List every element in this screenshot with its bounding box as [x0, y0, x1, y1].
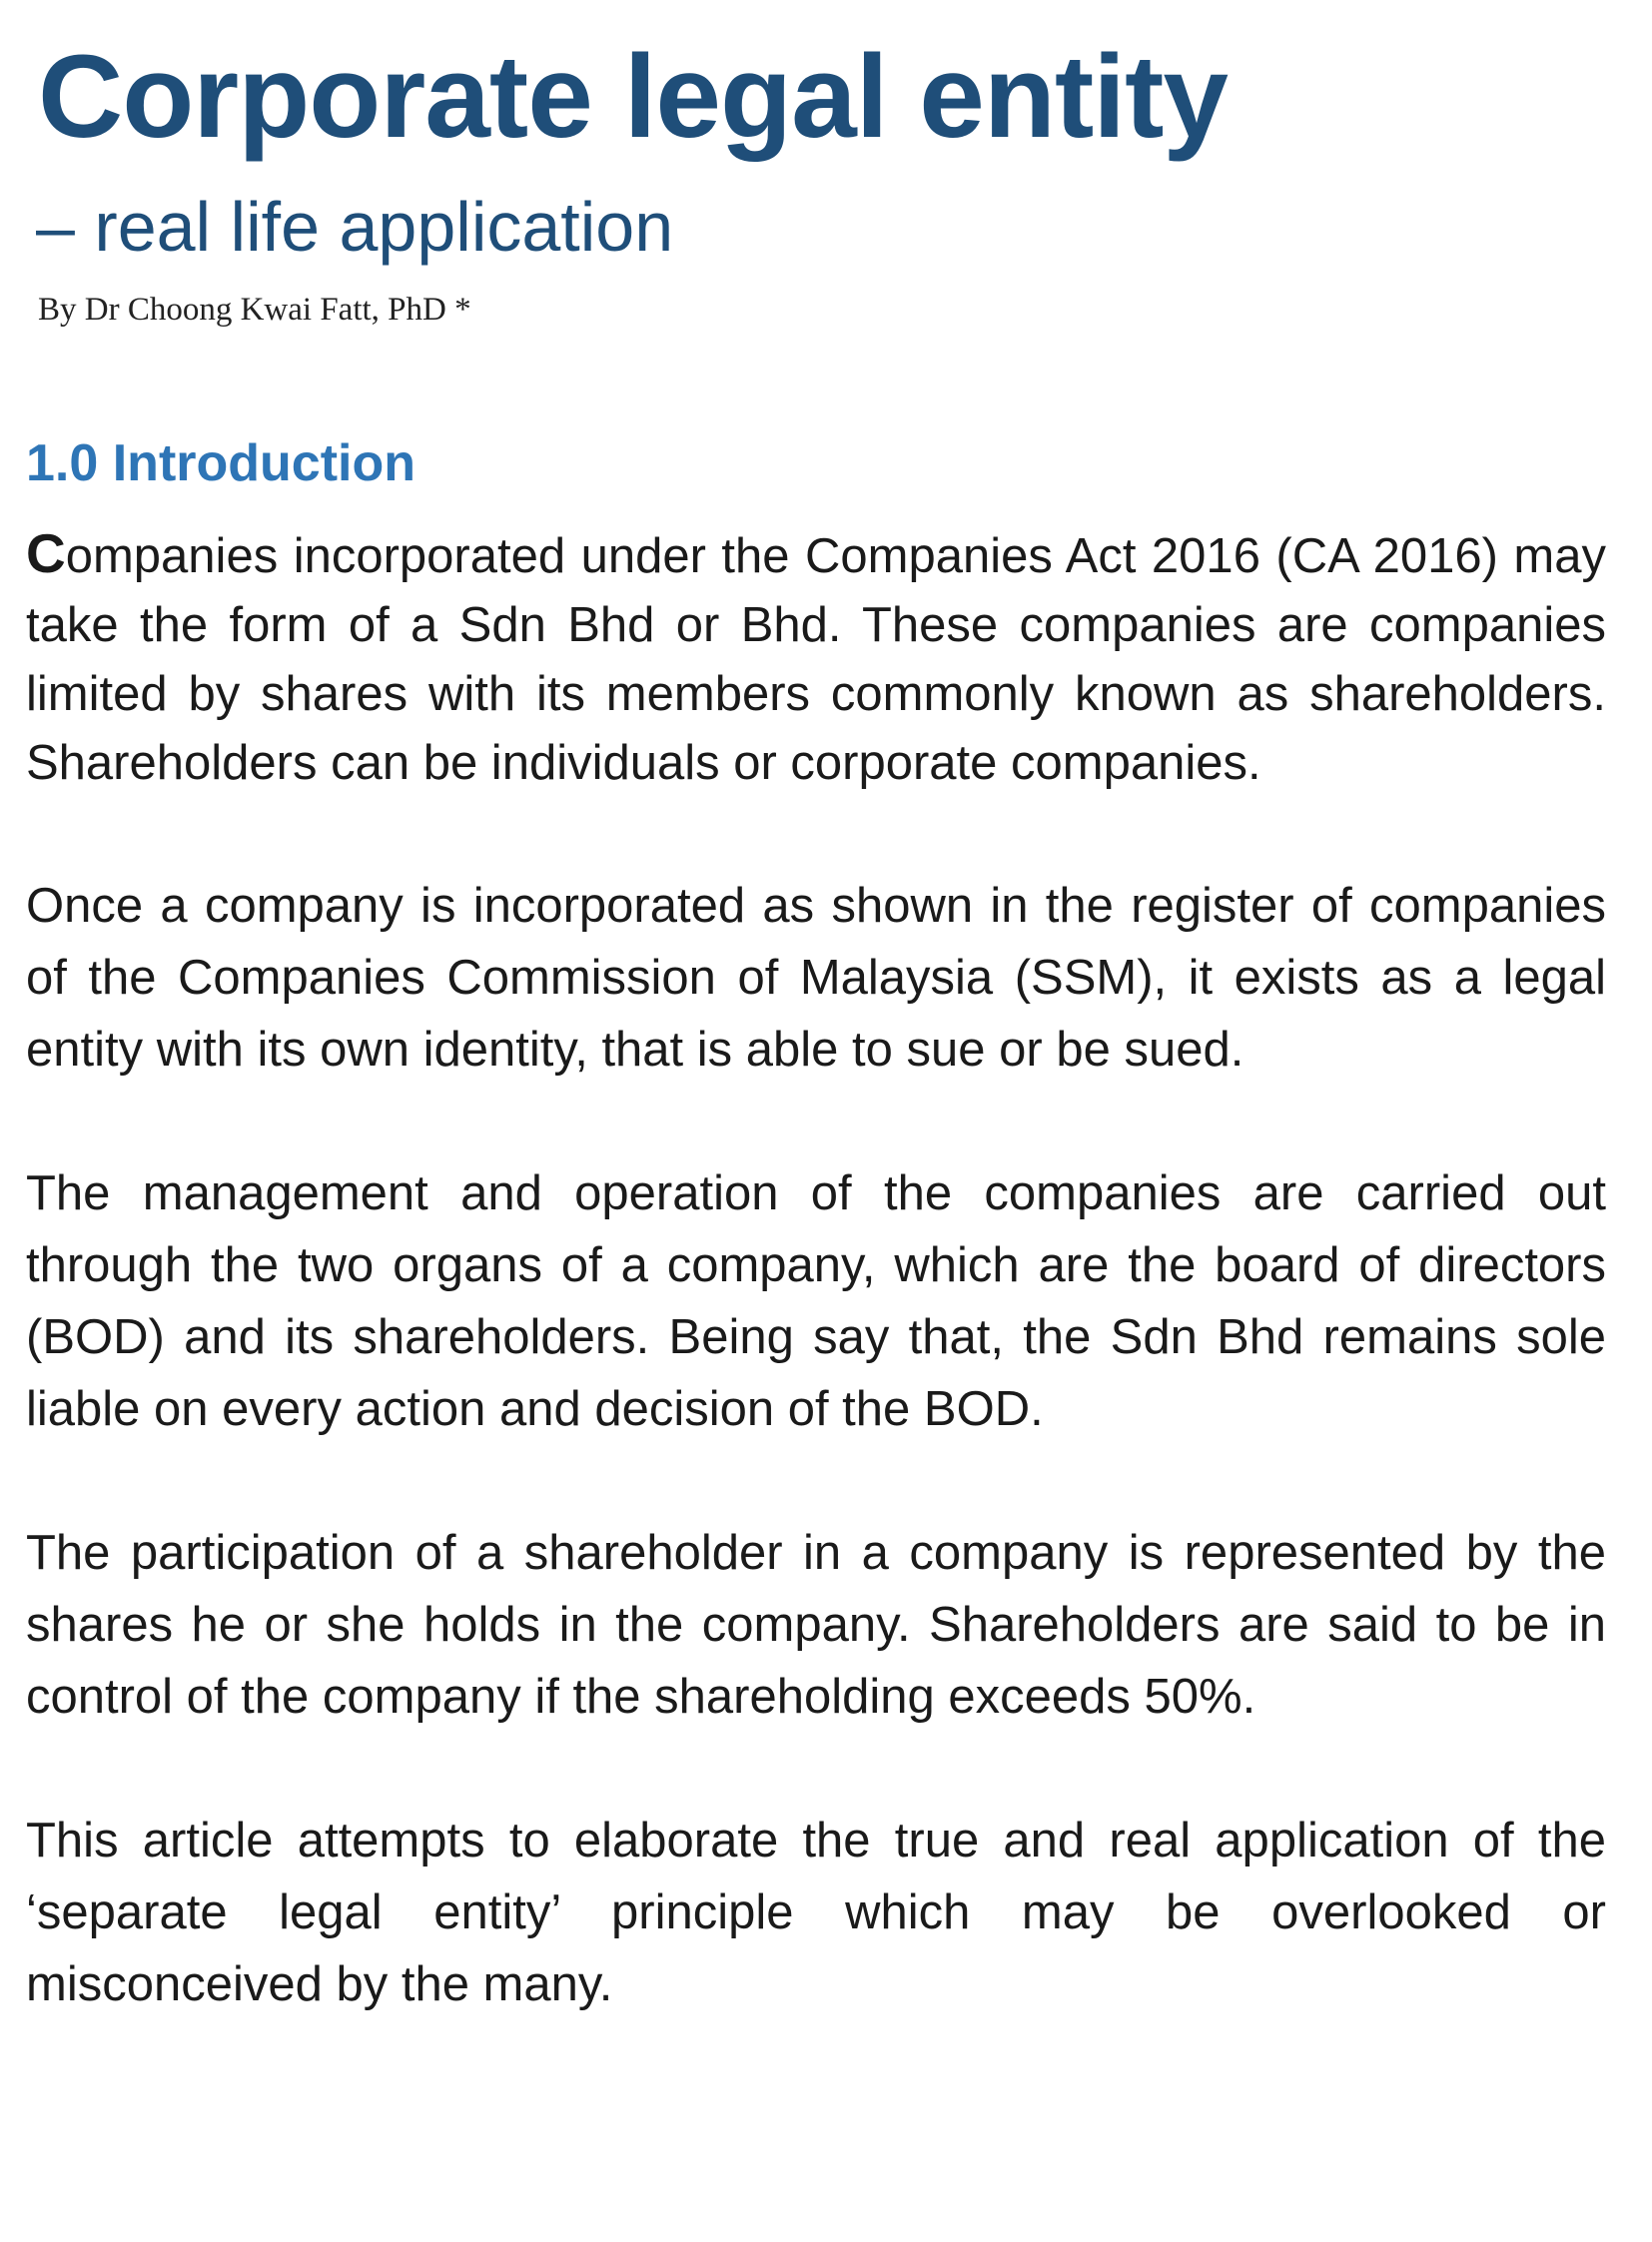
author-byline: By Dr Choong Kwai Fatt, PhD * [38, 292, 471, 328]
paragraph: This article attempts to elaborate the true and real application of the ‘separate legal entity’ principle which may be overlooked or misconceived by the many. [26, 1814, 1606, 2011]
paragraph-lead-letter: C [26, 522, 66, 584]
paragraph: The management and operation of the companies are carried out through the two organs of a company, which are the board of directors (BOD) and its shareholders. Being say that, the Sdn Bhd remains sole liable on every action and decision of the BOD. [26, 1166, 1606, 1436]
article-subtitle: – real life application [36, 188, 674, 266]
paragraph: The participation of a shareholder in a company is represented by the shares he or she holds in the company. Shareholders are said to be in control of the company if the shareholding exceeds 50%. [26, 1526, 1606, 1724]
article-title: Corporate legal entity [38, 31, 1229, 163]
section-heading-introduction: 1.0 Introduction [26, 434, 415, 492]
paragraph-text: ompanies incorporated under the Companies Act 2016 (CA 2016) may take the form of a Sdn Bhd or Bhd. These companies are companies limited by shares with its members commonly known as shareholders. Shareholders can be individuals or corporate companies. [26, 529, 1606, 790]
article-body [26, 519, 1606, 2092]
paragraph [26, 519, 1606, 798]
paragraph: Once a company is incorporated as shown in the register of companies of the Companies Commission of Malaysia (SSM), it exists as a legal entity with its own identity, that is able to sue or be sued. [26, 879, 1606, 1077]
